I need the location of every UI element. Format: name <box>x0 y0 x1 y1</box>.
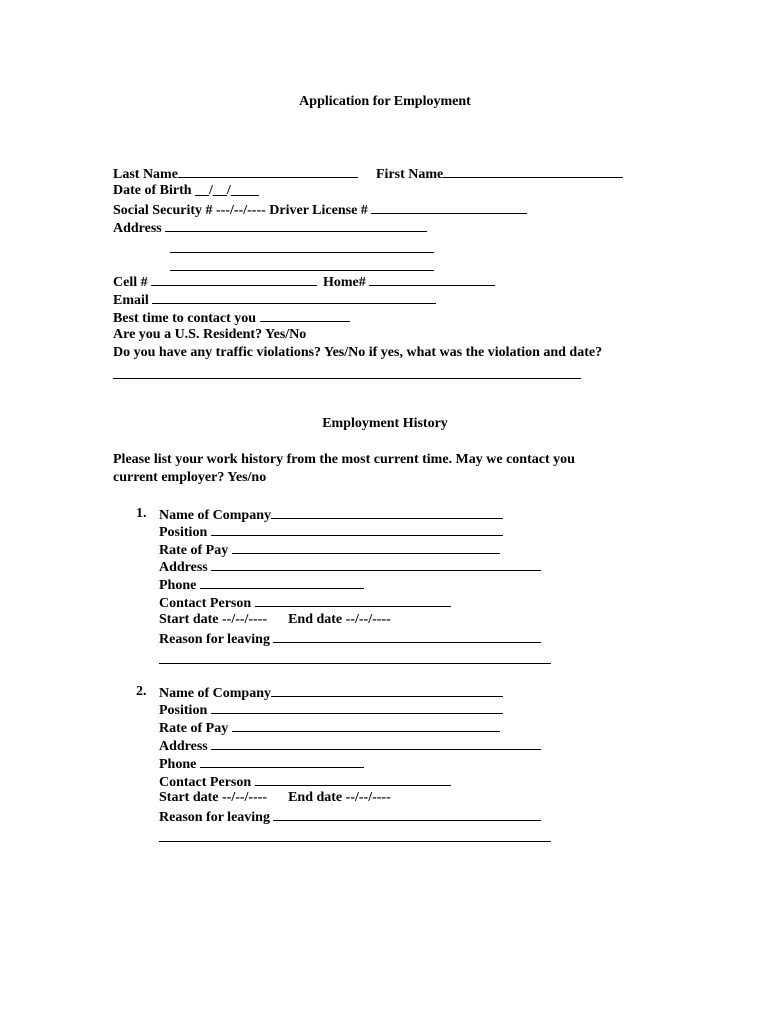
phone-row <box>159 575 364 593</box>
position-row <box>159 700 503 718</box>
license-field[interactable] <box>371 200 527 214</box>
company-label: Name of Company <box>159 508 271 523</box>
phone-row <box>159 754 364 772</box>
company-label: Name of Company <box>159 686 271 701</box>
position-row <box>159 522 503 540</box>
first-name-row <box>376 164 623 182</box>
dates-row <box>159 789 391 807</box>
contact-field[interactable] <box>255 593 451 607</box>
address-field[interactable] <box>211 557 541 571</box>
reason-field-line-1[interactable] <box>273 629 541 643</box>
ssn-field[interactable]: ---/--/---- <box>216 203 266 218</box>
phone-field[interactable] <box>200 575 364 589</box>
phone-field[interactable] <box>200 754 364 768</box>
reason-field-line-1[interactable] <box>273 807 541 821</box>
position-field[interactable] <box>211 700 503 714</box>
end-date-field[interactable]: --/--/---- <box>345 612 391 627</box>
reason-label: Reason for leaving <box>159 810 270 825</box>
position-label: Position <box>159 525 208 540</box>
contact-label: Contact Person <box>159 596 252 611</box>
last-name-row <box>113 164 358 182</box>
address-label: Address <box>159 739 208 754</box>
ssn-label: Social Security # <box>113 203 213 218</box>
reason-field-line-2[interactable] <box>159 841 551 842</box>
address-field[interactable] <box>211 736 541 750</box>
violations-question: Do you have any traffic violations? Yes/No if yes, what was the violation and date? <box>113 345 603 360</box>
contact-row <box>159 593 451 611</box>
email-row <box>113 290 436 308</box>
address-field-line-3[interactable] <box>170 270 434 271</box>
start-date-field[interactable]: --/--/---- <box>222 612 268 627</box>
phone-label: Phone <box>159 578 197 593</box>
cell-row <box>113 272 317 290</box>
contact-field[interactable] <box>255 772 451 786</box>
reason-row <box>159 629 541 647</box>
rate-label: Rate of Pay <box>159 721 229 736</box>
entry-number: 1. <box>136 506 147 521</box>
rate-field[interactable] <box>232 540 500 554</box>
address-field-line-2[interactable] <box>170 252 434 253</box>
last-name-field[interactable] <box>178 164 358 178</box>
position-field[interactable] <box>211 522 503 536</box>
email-label: Email <box>113 293 149 308</box>
phone-label: Phone <box>159 757 197 772</box>
history-intro-line-1: Please list your work history from the most current time. May we contact you <box>113 452 575 467</box>
company-row <box>159 505 503 523</box>
dob-field[interactable]: __/__/____ <box>195 183 259 198</box>
first-name-label: First Name <box>376 167 444 182</box>
rate-row <box>159 540 500 558</box>
company-field[interactable] <box>271 505 503 519</box>
email-field[interactable] <box>152 290 436 304</box>
dob-row <box>113 182 259 200</box>
company-row <box>159 683 503 701</box>
best-time-field[interactable] <box>260 308 350 322</box>
best-time-label: Best time to contact you <box>113 311 257 326</box>
home-phone-row <box>323 272 495 290</box>
end-label: End date <box>288 612 343 627</box>
address-label: Address <box>159 560 208 575</box>
address-row <box>159 736 541 754</box>
end-label: End date <box>288 790 343 805</box>
reason-field-line-2[interactable] <box>159 663 551 664</box>
rate-label: Rate of Pay <box>159 543 229 558</box>
violations-answer-line[interactable] <box>113 378 581 379</box>
contact-label: Contact Person <box>159 775 252 790</box>
home-phone-field[interactable] <box>369 272 495 286</box>
first-name-field[interactable] <box>443 164 623 178</box>
address-row <box>113 218 427 236</box>
entry-number: 2. <box>136 684 147 699</box>
start-label: Start date <box>159 790 219 805</box>
address-label: Address <box>113 221 162 236</box>
last-name-label: Last Name <box>113 167 178 182</box>
resident-question: Are you a U.S. Resident? Yes/No <box>113 327 307 342</box>
company-field[interactable] <box>271 683 503 697</box>
start-date-field[interactable]: --/--/---- <box>222 790 268 805</box>
employment-history-heading: Employment History <box>322 416 448 431</box>
start-label: Start date <box>159 612 219 627</box>
reason-label: Reason for leaving <box>159 632 270 647</box>
page-title: Application for Employment <box>299 94 471 109</box>
history-intro-line-2: current employer? Yes/no <box>113 470 267 485</box>
address-row <box>159 557 541 575</box>
rate-row <box>159 718 500 736</box>
reason-row <box>159 807 541 825</box>
dob-label: Date of Birth <box>113 183 192 198</box>
cell-field[interactable] <box>151 272 317 286</box>
end-date-field[interactable]: --/--/---- <box>345 790 391 805</box>
ssn-row <box>113 200 527 218</box>
cell-label: Cell # <box>113 275 148 290</box>
rate-field[interactable] <box>232 718 500 732</box>
position-label: Position <box>159 703 208 718</box>
contact-row <box>159 772 451 790</box>
best-time-row <box>113 308 350 326</box>
address-field-line-1[interactable] <box>165 218 427 232</box>
license-label: Driver License # <box>269 203 368 218</box>
dates-row <box>159 611 391 629</box>
home-label: Home# <box>323 275 366 290</box>
